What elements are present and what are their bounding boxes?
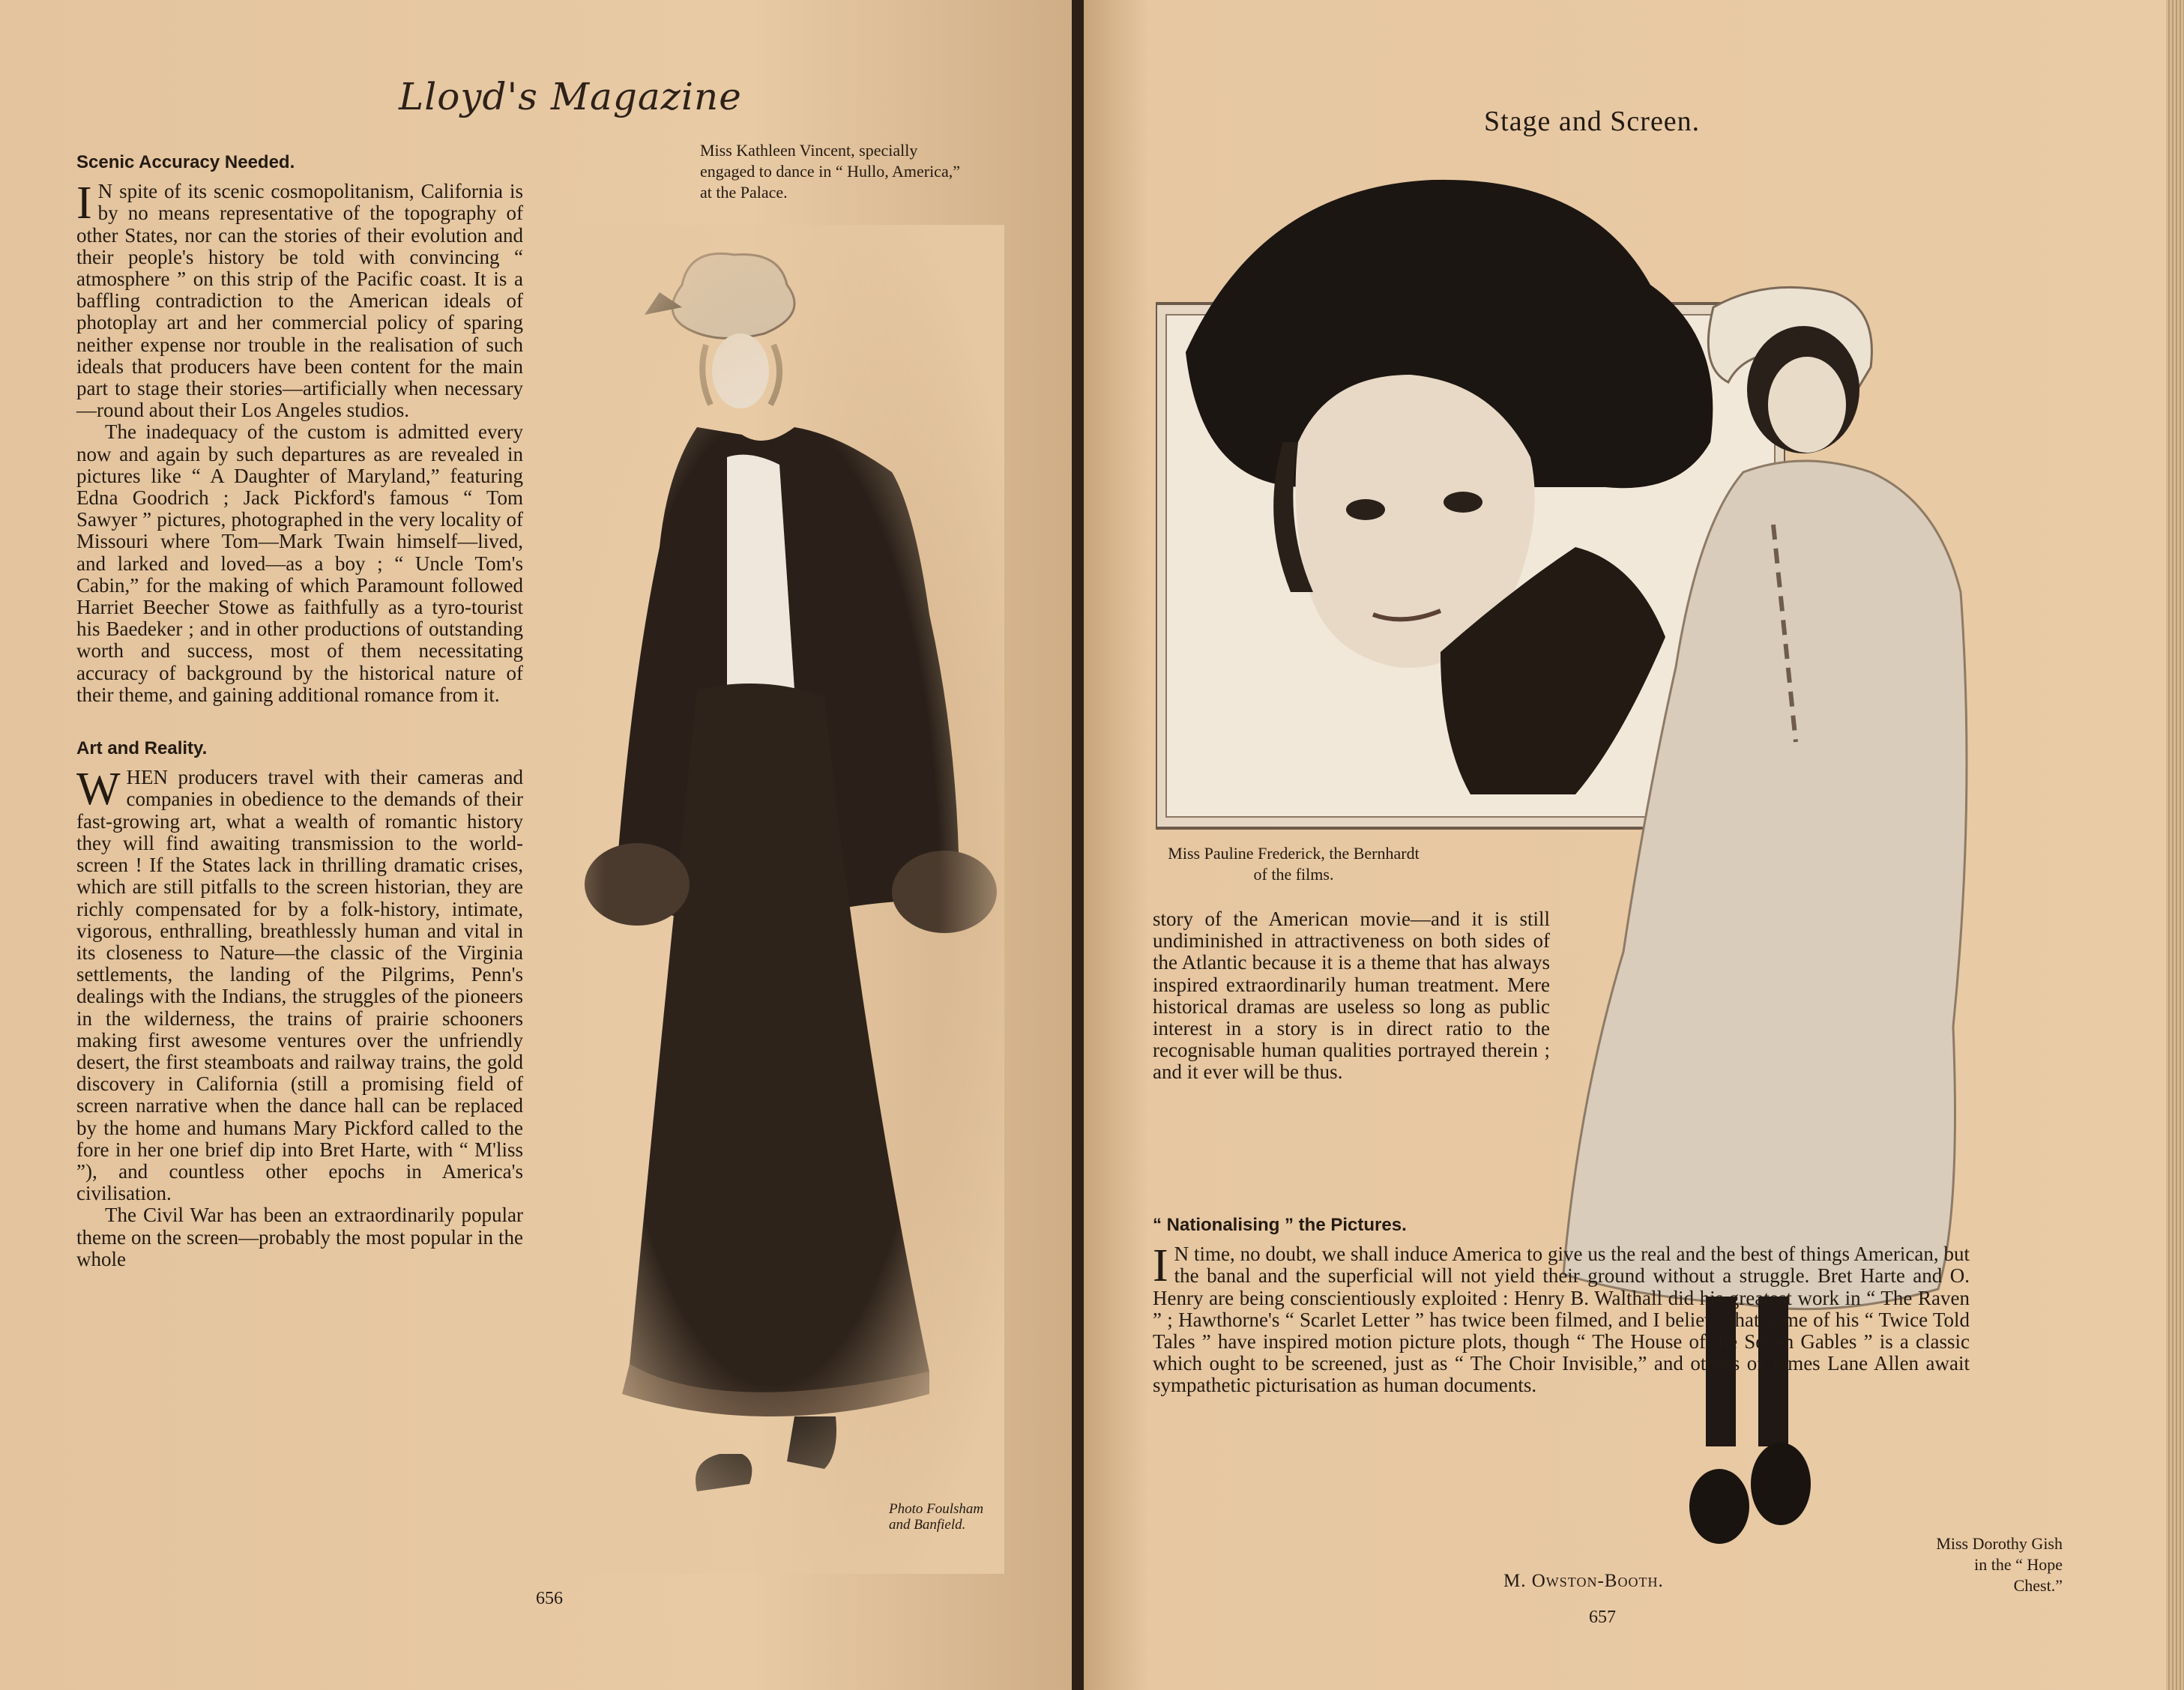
photo-kathleen-vincent [540, 225, 1004, 1574]
right-text-column [1153, 908, 1550, 1084]
left-text-column [76, 151, 523, 1270]
paragraph-continued: story of the American movie—and it is still undiminished in attractiveness on both sides of the Atlantic because it is a theme that has always inspired extraordinarily human treatment. Mere historical dramas are useless so long as public interest in a story is in direct ratio to the recognisable human qualities portrayed therein ; and it ever will be thus. [1153, 908, 1550, 1084]
left-page [0, 0, 1072, 1690]
paragraph-text: HEN producers travel with their cameras and companies in obedience to the demands of their fast-growing art, what a wealth of romantic history they will find awaiting transmission to the world-screen ! If the States lack in thrilling dramatic crises, which are still pitfalls to the screen historian, they are richly compensated for by a folk-history, intimate, vigorous, enthralling, breathlessly human and vital in its closeness to Nature—the classic of the Virginia settlements, the landing of the Pilgrims, Penn's dealings with the Indians, the struggles of the pioneers in the wilderness, the trains of prairie schooners making first awesome ventures over the unfriendly desert, the first steamboats and railway trains, the gold discovery in California (still a promising field of screen narrative when the dance hall can be replaced by the home and humans Mary Pickford called to the fore in her one brief dip into Bret Harte, with “ M'liss ”), and countless other epochs in America's civilisation. [76, 766, 523, 1205]
running-head: Stage and Screen. [1484, 106, 1701, 137]
page-edges [2166, 0, 2184, 1690]
book-gutter [1072, 0, 1084, 1690]
section-heading-nationalising: “ Nationalising ” the Pictures. [1153, 1215, 1407, 1235]
paragraph-nationalising [1153, 1240, 1970, 1397]
drop-cap: I [76, 178, 92, 229]
section-heading-art: Art and Reality. [76, 738, 208, 759]
paragraph-scenic-2: The inadequacy of the custom is admitted every now and again by such departures as are revealed in pictures like “ A Daughter of Maryland,” featuring Edna Goodrich ; Jack Pickford's famous “ Tom Sawyer ” pictures, photographed in the very locality of Missouri where Tom—Mark Twain himself—lived, and larked and loved—as a boy ; “ Uncle Tom's Cabin,” for the making of which Paramount followed Harriet Beecher Stowe as faithfully as a tyro-tourist his Baedeker ; and in other productions of outstanding worth and success, most of them necessitating accuracy of background by the historical nature of their theme, and gaining additional romance from it. [76, 420, 523, 706]
page-number-left: 656 [536, 1589, 563, 1608]
section-heading-scenic: Scenic Accuracy Needed. [76, 152, 295, 172]
paragraph-art-2: The Civil War has been an extraordinarily popular theme on the screen—probably the most popular in the whole [76, 1204, 523, 1270]
paragraph-scenic-1 [76, 178, 523, 422]
drop-cap: W [76, 764, 121, 815]
page-number-right: 657 [1589, 1608, 1616, 1627]
masthead-logo: Lloyd's Magazine [399, 75, 742, 118]
author-signature: M. Owston-Booth. [1503, 1571, 1664, 1591]
caption-kathleen-vincent: Miss Kathleen Vincent, specially engaged to dance in “ Hullo, America,” at the Palace. [700, 141, 960, 202]
right-text-section [1153, 1214, 1970, 1397]
paragraph-text: N time, no doubt, we shall induce America to give us the real and the best of things American, but the banal and the superficial will not yield their ground without a struggle. Bret Harte and O. Henry are being conscientiously exploited : Henry B. Walthall did his greatest work in “ The Raven ” ; Hawthorne's “ Scarlet Letter ” has twice been filmed, and I believe that some of his “ Twice Told Tales ” have inspired motion picture plots, though “ The House of the Seven Gables ” is a classic which ought to be screened, just as “ The Choir Invisible,” and others of James Lane Allen await sympathetic picturisation as human documents. [1153, 1243, 1970, 1397]
photo-credit: Photo Foulsham and Banfield. [889, 1501, 984, 1533]
caption-dorothy-gish: Miss Dorothy Gish in the “ Hope Chest.” [1936, 1534, 2063, 1595]
paragraph-text: N spite of its scenic cosmopolitanism, California is by no means representative of the topography of other States, nor can the stories of their evolution and their people's history be told with convincing “ atmosphere ” on this strip of the Pacific coast. It is a baffling contradiction to the American ideals of photoplay art and her commercial policy of sparing neither expense nor trouble in the realisation of such ideals that producers have been content for the main part to stage their stories—artificially when necessary—round about their Los Angeles studios. [76, 180, 523, 422]
paragraph-art-1 [76, 764, 523, 1205]
right-page [1084, 0, 2166, 1690]
caption-pauline-frederick: Miss Pauline Frederick, the Bernhardt of the films. [1168, 844, 1420, 884]
drop-cap: I [1153, 1240, 1168, 1292]
